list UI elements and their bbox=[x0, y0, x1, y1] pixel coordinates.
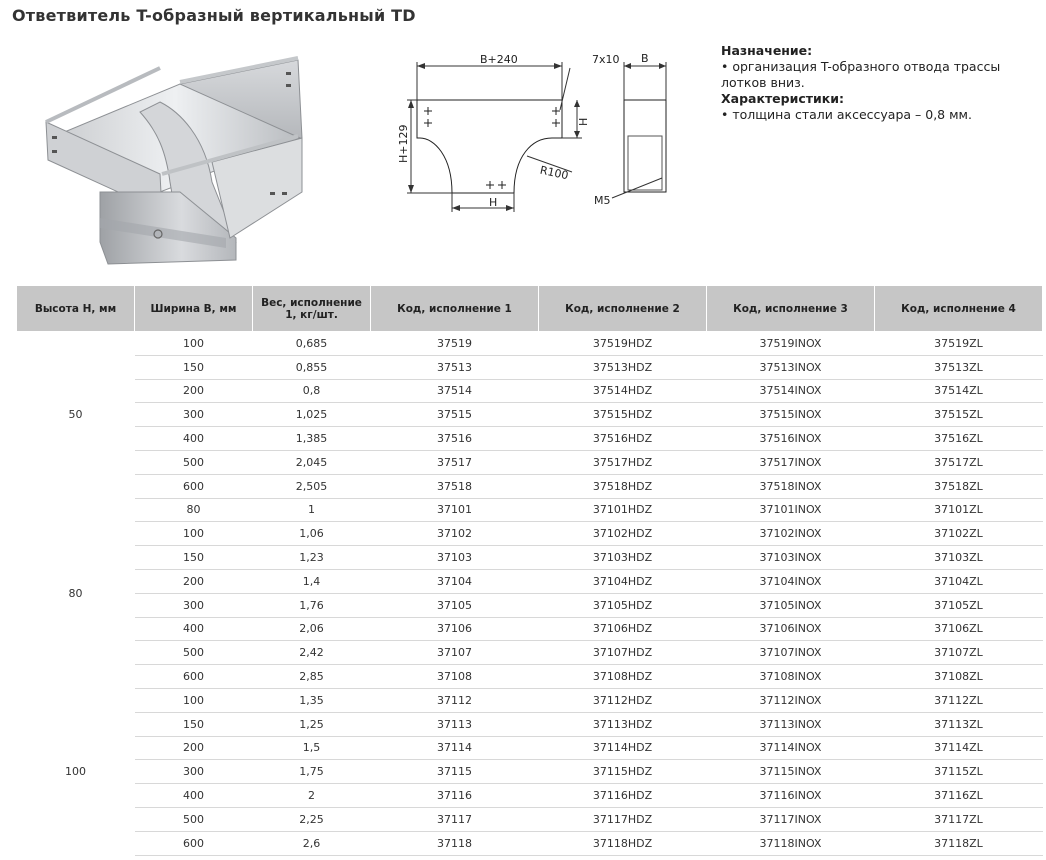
width-cell: 300 bbox=[135, 403, 253, 427]
table-row bbox=[17, 332, 1043, 356]
weight-cell: 2,045 bbox=[253, 450, 371, 474]
code4-cell: 37112ZL bbox=[875, 688, 1043, 712]
width-cell: 400 bbox=[135, 617, 253, 641]
code3-cell: 37102INOX bbox=[707, 522, 875, 546]
weight-cell: 2,25 bbox=[253, 807, 371, 831]
code3-cell: 37114INOX bbox=[707, 736, 875, 760]
code1-cell: 37103 bbox=[371, 546, 539, 570]
code3-cell: 37118INOX bbox=[707, 831, 875, 855]
code4-cell: 37116ZL bbox=[875, 784, 1043, 808]
width-cell: 100 bbox=[135, 522, 253, 546]
code4-cell: 37114ZL bbox=[875, 736, 1043, 760]
width-cell: 150 bbox=[135, 712, 253, 736]
code4-cell: 37107ZL bbox=[875, 641, 1043, 665]
table-row bbox=[17, 617, 1043, 641]
code3-cell: 37112INOX bbox=[707, 688, 875, 712]
code1-cell: 37105 bbox=[371, 593, 539, 617]
code4-cell: 37514ZL bbox=[875, 379, 1043, 403]
code2-cell: 37519HDZ bbox=[539, 332, 707, 356]
code4-cell: 37517ZL bbox=[875, 450, 1043, 474]
code4-cell: 37106ZL bbox=[875, 617, 1043, 641]
dim-h-right: H bbox=[577, 117, 590, 126]
table-row bbox=[17, 712, 1043, 736]
weight-cell: 2,505 bbox=[253, 474, 371, 498]
dim-r100: R100 bbox=[538, 163, 570, 183]
code4-cell: 37104ZL bbox=[875, 569, 1043, 593]
code4-cell: 37103ZL bbox=[875, 546, 1043, 570]
height-group-cell: 100 bbox=[17, 688, 135, 855]
weight-cell: 1,06 bbox=[253, 522, 371, 546]
code1-cell: 37101 bbox=[371, 498, 539, 522]
code4-cell: 37113ZL bbox=[875, 712, 1043, 736]
code2-cell: 37105HDZ bbox=[539, 593, 707, 617]
characteristics-heading: Характеристики: bbox=[721, 91, 845, 106]
width-cell: 600 bbox=[135, 831, 253, 855]
code4-cell: 37105ZL bbox=[875, 593, 1043, 617]
code2-cell: 37118HDZ bbox=[539, 831, 707, 855]
purpose-heading: Назначение: bbox=[721, 43, 813, 58]
code2-cell: 37515HDZ bbox=[539, 403, 707, 427]
code4-cell: 37102ZL bbox=[875, 522, 1043, 546]
code2-cell: 37108HDZ bbox=[539, 665, 707, 689]
code1-cell: 37514 bbox=[371, 379, 539, 403]
header-width: Ширина B, мм bbox=[135, 286, 253, 332]
dim-b: B bbox=[641, 52, 649, 65]
table-row bbox=[17, 736, 1043, 760]
width-cell: 500 bbox=[135, 450, 253, 474]
specs-table bbox=[16, 285, 1043, 856]
code3-cell: 37101INOX bbox=[707, 498, 875, 522]
code4-cell: 37115ZL bbox=[875, 760, 1043, 784]
code3-cell: 37518INOX bbox=[707, 474, 875, 498]
code2-cell: 37117HDZ bbox=[539, 807, 707, 831]
code3-cell: 37103INOX bbox=[707, 546, 875, 570]
weight-cell: 2,06 bbox=[253, 617, 371, 641]
width-cell: 100 bbox=[135, 332, 253, 356]
code1-cell: 37104 bbox=[371, 569, 539, 593]
weight-cell: 0,855 bbox=[253, 355, 371, 379]
width-cell: 150 bbox=[135, 355, 253, 379]
weight-cell: 2,85 bbox=[253, 665, 371, 689]
table-row bbox=[17, 546, 1043, 570]
weight-cell: 0,685 bbox=[253, 332, 371, 356]
code3-cell: 37514INOX bbox=[707, 379, 875, 403]
width-cell: 300 bbox=[135, 760, 253, 784]
width-cell: 200 bbox=[135, 379, 253, 403]
code1-cell: 37117 bbox=[371, 807, 539, 831]
width-cell: 80 bbox=[135, 498, 253, 522]
header-height: Высота H, мм bbox=[17, 286, 135, 332]
width-cell: 500 bbox=[135, 807, 253, 831]
code1-cell: 37106 bbox=[371, 617, 539, 641]
code1-cell: 37517 bbox=[371, 450, 539, 474]
info-block bbox=[721, 43, 1041, 123]
weight-cell: 0,8 bbox=[253, 379, 371, 403]
code1-cell: 37113 bbox=[371, 712, 539, 736]
code2-cell: 37518HDZ bbox=[539, 474, 707, 498]
characteristics-text: • толщина стали аксессуара – 0,8 мм. bbox=[721, 107, 972, 122]
purpose-text: • организация T-образного отвода трассы лотков вниз. bbox=[721, 59, 1001, 90]
weight-cell: 1,35 bbox=[253, 688, 371, 712]
weight-cell: 1,76 bbox=[253, 593, 371, 617]
code3-cell: 37113INOX bbox=[707, 712, 875, 736]
dim-m5: M5 bbox=[594, 194, 611, 207]
code3-cell: 37107INOX bbox=[707, 641, 875, 665]
code2-cell: 37106HDZ bbox=[539, 617, 707, 641]
width-cell: 150 bbox=[135, 546, 253, 570]
code3-cell: 37117INOX bbox=[707, 807, 875, 831]
product-image bbox=[30, 42, 320, 274]
table-row bbox=[17, 474, 1043, 498]
code1-cell: 37107 bbox=[371, 641, 539, 665]
code3-cell: 37516INOX bbox=[707, 427, 875, 451]
code3-cell: 37519INOX bbox=[707, 332, 875, 356]
code2-cell: 37513HDZ bbox=[539, 355, 707, 379]
code1-cell: 37516 bbox=[371, 427, 539, 451]
technical-drawing bbox=[392, 48, 682, 220]
code3-cell: 37515INOX bbox=[707, 403, 875, 427]
code3-cell: 37517INOX bbox=[707, 450, 875, 474]
header-weight: Вес, исполнение 1, кг/шт. bbox=[253, 286, 371, 332]
code3-cell: 37106INOX bbox=[707, 617, 875, 641]
code2-cell: 37114HDZ bbox=[539, 736, 707, 760]
code4-cell: 37118ZL bbox=[875, 831, 1043, 855]
code2-cell: 37104HDZ bbox=[539, 569, 707, 593]
table-row bbox=[17, 665, 1043, 689]
code1-cell: 37116 bbox=[371, 784, 539, 808]
code2-cell: 37516HDZ bbox=[539, 427, 707, 451]
page-title: Ответвитель T-образный вертикальный TD bbox=[12, 6, 416, 25]
table-row bbox=[17, 569, 1043, 593]
code2-cell: 37113HDZ bbox=[539, 712, 707, 736]
code2-cell: 37107HDZ bbox=[539, 641, 707, 665]
weight-cell: 1,5 bbox=[253, 736, 371, 760]
header-code-3: Код, исполнение 3 bbox=[707, 286, 875, 332]
code1-cell: 37519 bbox=[371, 332, 539, 356]
weight-cell: 1,385 bbox=[253, 427, 371, 451]
code4-cell: 37117ZL bbox=[875, 807, 1043, 831]
code2-cell: 37517HDZ bbox=[539, 450, 707, 474]
table-row bbox=[17, 831, 1043, 855]
code2-cell: 37112HDZ bbox=[539, 688, 707, 712]
width-cell: 200 bbox=[135, 736, 253, 760]
width-cell: 200 bbox=[135, 569, 253, 593]
code2-cell: 37115HDZ bbox=[539, 760, 707, 784]
code4-cell: 37108ZL bbox=[875, 665, 1043, 689]
header-code-4: Код, исполнение 4 bbox=[875, 286, 1043, 332]
table-row bbox=[17, 450, 1043, 474]
table-row bbox=[17, 379, 1043, 403]
table-row bbox=[17, 355, 1043, 379]
table-row bbox=[17, 641, 1043, 665]
code1-cell: 37108 bbox=[371, 665, 539, 689]
weight-cell: 2,6 bbox=[253, 831, 371, 855]
code1-cell: 37118 bbox=[371, 831, 539, 855]
width-cell: 600 bbox=[135, 665, 253, 689]
code3-cell: 37104INOX bbox=[707, 569, 875, 593]
weight-cell: 2 bbox=[253, 784, 371, 808]
table-row bbox=[17, 403, 1043, 427]
weight-cell: 2,42 bbox=[253, 641, 371, 665]
code3-cell: 37116INOX bbox=[707, 784, 875, 808]
code3-cell: 37108INOX bbox=[707, 665, 875, 689]
code1-cell: 37513 bbox=[371, 355, 539, 379]
weight-cell: 1,025 bbox=[253, 403, 371, 427]
code4-cell: 37516ZL bbox=[875, 427, 1043, 451]
weight-cell: 1,25 bbox=[253, 712, 371, 736]
table-row bbox=[17, 760, 1043, 784]
code1-cell: 37102 bbox=[371, 522, 539, 546]
code3-cell: 37105INOX bbox=[707, 593, 875, 617]
table-row bbox=[17, 784, 1043, 808]
code3-cell: 37115INOX bbox=[707, 760, 875, 784]
table-row bbox=[17, 522, 1043, 546]
code2-cell: 37102HDZ bbox=[539, 522, 707, 546]
width-cell: 100 bbox=[135, 688, 253, 712]
weight-cell: 1,4 bbox=[253, 569, 371, 593]
dim-7x10: 7x10 bbox=[592, 53, 620, 66]
code2-cell: 37101HDZ bbox=[539, 498, 707, 522]
table-row bbox=[17, 427, 1043, 451]
code1-cell: 37115 bbox=[371, 760, 539, 784]
code4-cell: 37101ZL bbox=[875, 498, 1043, 522]
width-cell: 300 bbox=[135, 593, 253, 617]
code1-cell: 37114 bbox=[371, 736, 539, 760]
width-cell: 400 bbox=[135, 427, 253, 451]
weight-cell: 1,23 bbox=[253, 546, 371, 570]
width-cell: 400 bbox=[135, 784, 253, 808]
code4-cell: 37513ZL bbox=[875, 355, 1043, 379]
code4-cell: 37518ZL bbox=[875, 474, 1043, 498]
code1-cell: 37518 bbox=[371, 474, 539, 498]
header-code-1: Код, исполнение 1 bbox=[371, 286, 539, 332]
code2-cell: 37103HDZ bbox=[539, 546, 707, 570]
code2-cell: 37514HDZ bbox=[539, 379, 707, 403]
code1-cell: 37515 bbox=[371, 403, 539, 427]
code3-cell: 37513INOX bbox=[707, 355, 875, 379]
code1-cell: 37112 bbox=[371, 688, 539, 712]
header-code-2: Код, исполнение 2 bbox=[539, 286, 707, 332]
weight-cell: 1 bbox=[253, 498, 371, 522]
height-group-cell: 50 bbox=[17, 332, 135, 499]
dim-h-bottom: H bbox=[489, 196, 498, 209]
width-cell: 500 bbox=[135, 641, 253, 665]
table-row bbox=[17, 807, 1043, 831]
code4-cell: 37515ZL bbox=[875, 403, 1043, 427]
table-row bbox=[17, 688, 1043, 712]
code4-cell: 37519ZL bbox=[875, 332, 1043, 356]
weight-cell: 1,75 bbox=[253, 760, 371, 784]
code2-cell: 37116HDZ bbox=[539, 784, 707, 808]
width-cell: 600 bbox=[135, 474, 253, 498]
height-group-cell: 80 bbox=[17, 498, 135, 688]
dim-b240: B+240 bbox=[480, 53, 518, 66]
table-header-row bbox=[17, 286, 1043, 332]
table-row bbox=[17, 498, 1043, 522]
dim-h129: H+129 bbox=[397, 124, 410, 163]
table-row bbox=[17, 593, 1043, 617]
